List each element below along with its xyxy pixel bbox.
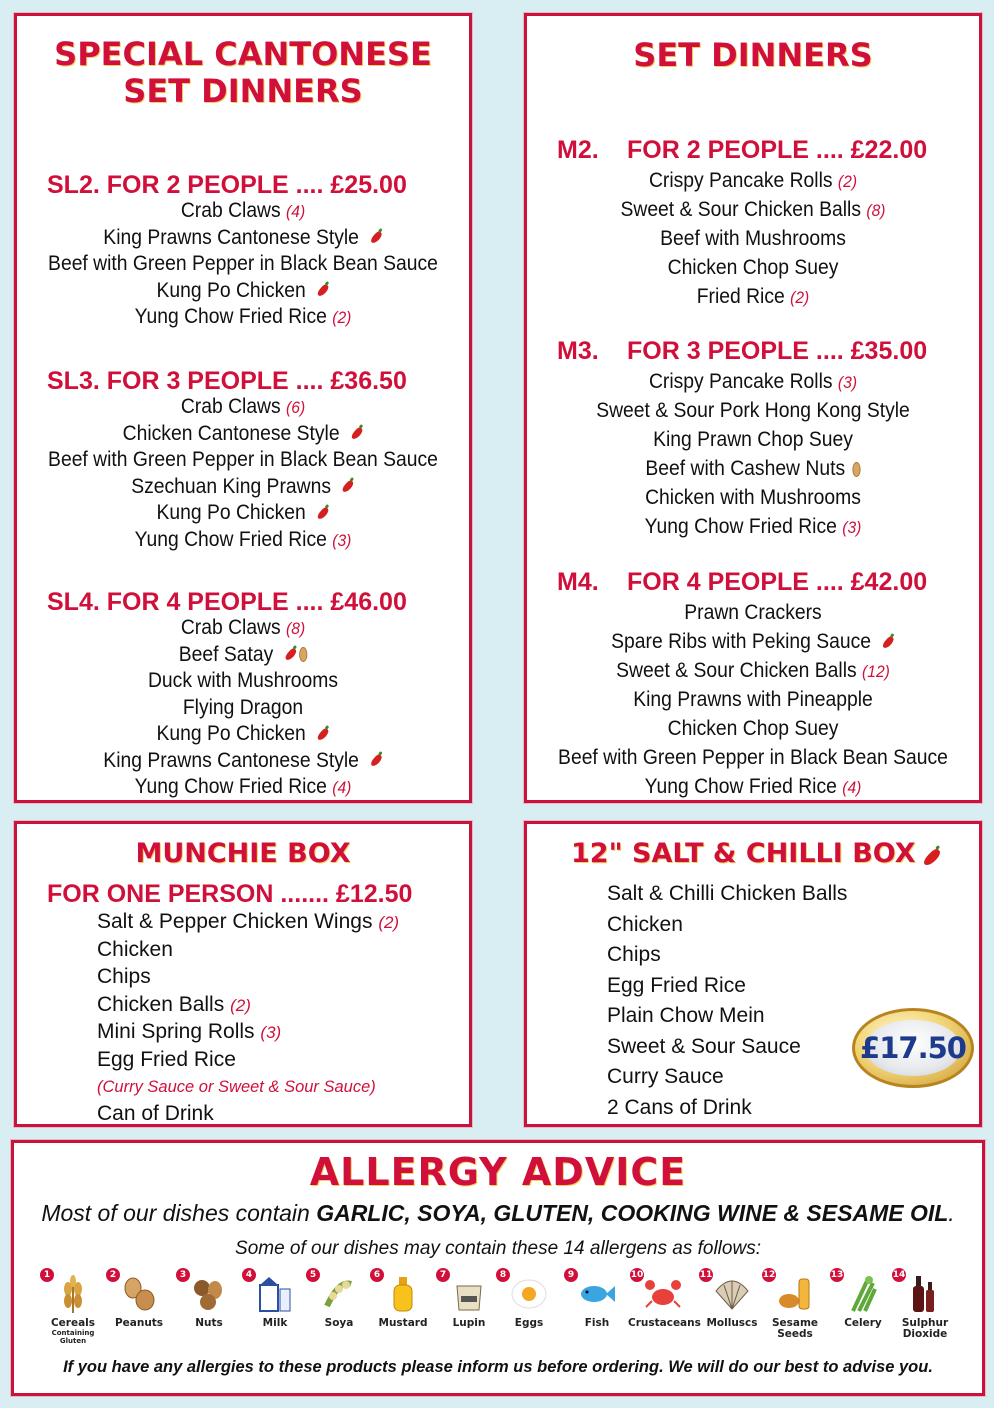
section-heading [557, 136, 927, 165]
menu-item: Plain Chow Mein [607, 1004, 765, 1027]
menu-item [35, 421, 451, 448]
item-qty: (2) [332, 308, 352, 327]
allergen-label: Peanuts [114, 1317, 164, 1329]
wheat-icon [54, 1274, 92, 1314]
menu-item [545, 744, 961, 773]
munchie-title: MUNCHIE BOX [135, 838, 351, 869]
menu-item: Chips [607, 943, 661, 966]
allergen-number: 12 [762, 1270, 776, 1280]
allergen-number: 8 [496, 1268, 510, 1282]
menu-item [35, 642, 451, 669]
section-code: M4. [557, 568, 599, 596]
salt-chilli-title-row [571, 838, 942, 869]
menu-item: Can of Drink [97, 1102, 214, 1125]
menu-item [545, 368, 961, 397]
chili-icon [316, 506, 330, 521]
section-code: M2. [557, 136, 599, 164]
item-qty: (4) [332, 778, 352, 797]
item-name: Crispy Pancake Rolls [648, 169, 833, 192]
allergy-line1 [14, 1200, 982, 1227]
allergen-item [240, 1268, 310, 1329]
allergen-label: Sesame Seeds [771, 1317, 819, 1340]
price-badge-text: £17.50 [860, 1031, 966, 1065]
section-heading: SL3. FOR 3 PEOPLE .... £36.50 [47, 367, 407, 395]
allergen-item [494, 1268, 564, 1329]
item-name: Yung Chow Fried Rice [644, 515, 837, 538]
peanut-icon [120, 1274, 158, 1314]
allergen-number: 7 [436, 1268, 450, 1282]
item-name: Chicken Cantonese Style [122, 421, 340, 445]
item-qty: (3) [842, 518, 862, 537]
menu-item [35, 447, 451, 474]
menu-item: Chicken [607, 912, 683, 936]
allergen-number: 1 [40, 1268, 54, 1282]
menu-item [35, 721, 451, 748]
item-name: King Prawns with Pineapple [633, 688, 873, 711]
item-name: Sweet & Sour Pork Hong Kong Style [596, 399, 910, 422]
item-qty: (4) [286, 202, 306, 221]
section-items [527, 368, 979, 542]
nut-icon [852, 462, 860, 477]
item-qty: (4) [842, 778, 862, 797]
item-name: Beef with Mushrooms [660, 227, 846, 250]
item-qty: (12) [862, 662, 890, 681]
allergen-item [697, 1268, 767, 1329]
item-name: Crispy Pancake Rolls [648, 370, 833, 393]
price-badge [852, 1008, 974, 1088]
item-name: Egg Fried Rice [97, 1047, 236, 1071]
lupin-icon [450, 1274, 488, 1314]
allergen-item [890, 1268, 960, 1340]
sauce-note: (Curry Sauce or Sweet & Sour Sauce) [97, 1078, 376, 1096]
item-name: Chicken Balls [97, 992, 225, 1016]
item-qty: (8) [866, 201, 886, 220]
item-name: Beef with Green Pepper in Black Bean Sauce [48, 448, 438, 471]
cantonese-title [17, 36, 469, 110]
item-name: Prawn Crackers [684, 601, 822, 624]
allergen-label: Nuts [195, 1317, 223, 1329]
menu-item: Salt & Chilli Chicken Balls [607, 882, 848, 905]
item-qty: (3) [837, 373, 858, 392]
section-heading: SL4. FOR 4 PEOPLE .... £46.00 [47, 588, 407, 616]
egg-icon [510, 1274, 548, 1314]
allergen-number: 2 [106, 1268, 120, 1282]
menu-item [35, 774, 451, 801]
allergen-item [38, 1268, 108, 1345]
allergen-number: 9 [564, 1268, 578, 1282]
menu-item [545, 628, 961, 657]
item-name: Salt & Pepper Chicken Wings [97, 910, 373, 933]
allergen-number: 5 [306, 1268, 320, 1282]
item-name: Beef with Cashew Nuts [645, 457, 846, 480]
chili-icon [284, 648, 298, 663]
allergen-item [828, 1268, 898, 1329]
item-qty: (3) [260, 1023, 282, 1042]
allergy-line1-bold: GARLIC, SOYA, GLUTEN, COOKING WINE & SESAME OIL [316, 1200, 949, 1226]
item-qty: (2) [378, 913, 400, 932]
allergen-item [304, 1268, 374, 1329]
allergy-line1-prefix: Most of our dishes contain [41, 1200, 317, 1226]
set-dinners-panel [524, 13, 982, 803]
menu-item: Curry Sauce [607, 1065, 724, 1088]
munchie-heading: FOR ONE PERSON ....... £12.50 [47, 880, 413, 908]
section-items [527, 599, 979, 802]
item-name: King Prawns Cantonese Style [103, 225, 359, 249]
menu-item: Egg Fried Rice [607, 973, 746, 997]
allergen-number: 14 [892, 1270, 906, 1280]
item-name: Beef with Green Pepper in Black Bean Sauce [558, 746, 948, 769]
cantonese-title-line1: SPECIAL CANTONESE [54, 35, 432, 73]
item-name: Yung Chow Fried Rice [134, 527, 327, 551]
menu-item: Sweet & Sour Sauce [607, 1034, 801, 1058]
menu-item [35, 695, 451, 722]
allergen-label: Molluscs [706, 1317, 758, 1329]
menu-item [545, 715, 961, 744]
menu-item [35, 278, 451, 305]
allergen-item [368, 1268, 438, 1329]
item-name: Szechuan King Prawns [131, 474, 331, 498]
item-name: Kung Po Chicken [156, 722, 306, 745]
salt-chilli-title: 12" SALT & CHILLI BOX [571, 838, 916, 869]
mustard-icon [384, 1274, 422, 1314]
soya-icon [320, 1274, 358, 1314]
allergen-label: Celery [844, 1317, 882, 1329]
menu-item [35, 668, 451, 695]
allergen-item [760, 1268, 830, 1340]
section-heading: SL2. FOR 2 PEOPLE .... £25.00 [47, 171, 407, 199]
menu-item [35, 474, 451, 501]
allergen-label: Milk [262, 1317, 288, 1329]
allergen-label: Fish [584, 1317, 610, 1329]
allergen-number: 11 [699, 1270, 713, 1280]
item-qty: (8) [286, 619, 306, 638]
nut-icon [299, 647, 307, 662]
item-name: Chicken [97, 937, 173, 961]
chili-icon [921, 848, 942, 869]
item-name: Chicken Chop Suey [667, 717, 839, 740]
allergen-item [174, 1268, 244, 1329]
allergen-number: 4 [242, 1268, 256, 1282]
menu-item [35, 748, 451, 775]
item-qty: (6) [286, 398, 306, 417]
celery-icon [844, 1274, 882, 1314]
menu-item [545, 513, 961, 542]
item-qty: (2) [790, 288, 810, 307]
allergy-line1-suffix: . [948, 1200, 955, 1226]
allergen-number: 10 [630, 1270, 644, 1280]
menu-item [35, 198, 451, 225]
sesame-icon [776, 1274, 814, 1314]
section-items [527, 167, 979, 312]
menu-item [545, 397, 961, 426]
menu-item [97, 909, 399, 937]
menu-item [35, 225, 451, 252]
fish-icon [578, 1274, 616, 1314]
item-name: Fried Rice [696, 285, 785, 308]
menu-item [97, 964, 399, 992]
section-title: FOR 3 PEOPLE .... £35.00 [627, 337, 928, 365]
menu-item [545, 484, 961, 513]
allergen-number: 3 [176, 1268, 190, 1282]
allergy-footer: If you have any allergies to these products please inform us before ordering. We will do our best to advise you. [63, 1358, 933, 1376]
item-name: Crab Claws [180, 199, 281, 222]
item-name: Kung Po Chicken [156, 501, 306, 524]
milk-icon [256, 1274, 294, 1314]
item-name: Beef with Green Pepper in Black Bean Sauce [48, 252, 438, 275]
chili-icon [369, 754, 383, 769]
allergen-label: Cereals [50, 1317, 96, 1329]
menu-item [35, 394, 451, 421]
item-name: Yung Chow Fried Rice [134, 305, 327, 328]
item-name: Sweet & Sour Chicken Balls [620, 198, 862, 221]
item-name: King Prawns Cantonese Style [103, 748, 359, 772]
wine-bottle-icon [906, 1274, 944, 1314]
item-name: King Prawn Chop Suey [653, 428, 853, 451]
section-code: M3. [557, 337, 599, 365]
item-name: Mini Spring Rolls [97, 1020, 255, 1043]
allergen-number: 13 [830, 1270, 844, 1280]
item-name: Yung Chow Fried Rice [134, 775, 327, 798]
menu-item [97, 992, 399, 1020]
menu-item [545, 283, 961, 312]
item-name: Sweet & Sour Chicken Balls [616, 659, 857, 682]
section-heading [557, 337, 927, 366]
allergen-label: Sulphur Dioxide [901, 1317, 949, 1340]
allergy-title: ALLERGY ADVICE [309, 1150, 687, 1194]
section-items [17, 198, 469, 331]
menu-item [545, 599, 961, 628]
allergen-item [562, 1268, 632, 1329]
item-qty: (3) [332, 530, 352, 550]
menu-item [545, 254, 961, 283]
menu-item [545, 657, 961, 686]
item-name: Chips [97, 965, 151, 988]
allergen-item [628, 1268, 701, 1329]
menu-item [545, 196, 961, 225]
item-qty: (2) [230, 995, 251, 1015]
menu-item [35, 615, 451, 642]
menu-item [545, 167, 961, 196]
nuts-icon [190, 1274, 228, 1314]
section-items [17, 394, 469, 553]
crab-icon [644, 1274, 682, 1314]
menu-item [35, 251, 451, 278]
item-name: Spare Ribs with Peking Sauce [611, 630, 872, 653]
chili-icon [369, 231, 383, 246]
menu-item [35, 527, 451, 554]
munchie-panel [14, 821, 472, 1127]
item-name: Kung Po Chicken [156, 278, 306, 302]
allergen-label: Soya [324, 1317, 354, 1329]
menu-item [545, 225, 961, 254]
item-qty: (2) [837, 172, 858, 191]
menu-item: 2 Cans of Drink [607, 1095, 752, 1119]
chili-icon [316, 284, 330, 299]
chili-icon [316, 727, 330, 742]
allergen-number: 6 [370, 1268, 384, 1282]
set-dinners-title: SET DINNERS [633, 36, 873, 74]
allergy-line2: Some of our dishes may contain these 14 allergens as follows: [235, 1238, 761, 1259]
menu-item [35, 500, 451, 527]
allergen-label: Mustard [378, 1317, 428, 1329]
allergen-item [104, 1268, 174, 1329]
menu-item [97, 1019, 399, 1047]
allergen-sublabel: Containing Gluten [51, 1329, 95, 1345]
allergen-label: Eggs [514, 1317, 544, 1329]
item-name: Crab Claws [180, 395, 281, 418]
shell-icon [713, 1274, 751, 1314]
item-name: Duck with Mushrooms [147, 669, 339, 692]
chili-icon [882, 635, 896, 650]
section-heading [557, 568, 927, 597]
item-name: Crab Claws [180, 616, 281, 639]
section-title: FOR 4 PEOPLE .... £42.00 [627, 568, 928, 596]
allergen-label: Lupin [452, 1317, 486, 1329]
price-badge-inner [860, 1020, 966, 1076]
menu-item [97, 1047, 399, 1075]
chili-icon [350, 427, 364, 442]
chili-icon [341, 480, 355, 495]
item-name: Chicken with Mushrooms [645, 486, 861, 509]
item-name: Beef Satay [178, 642, 274, 666]
cantonese-panel [14, 13, 472, 803]
menu-item [35, 304, 451, 331]
menu-item [545, 426, 961, 455]
allergen-label: Crustaceans [628, 1317, 701, 1329]
item-name: Chicken Chop Suey [667, 256, 839, 279]
menu-item [545, 455, 961, 484]
cantonese-title-line2: SET DINNERS [123, 71, 363, 110]
menu-item [545, 773, 961, 802]
menu-item [545, 686, 961, 715]
menu-item [97, 937, 399, 965]
section-items [17, 615, 469, 801]
item-name: Yung Chow Fried Rice [644, 775, 837, 798]
salt-chilli-panel [524, 821, 982, 1127]
item-name: Flying Dragon [182, 695, 304, 719]
section-title: FOR 2 PEOPLE .... £22.00 [627, 136, 928, 164]
